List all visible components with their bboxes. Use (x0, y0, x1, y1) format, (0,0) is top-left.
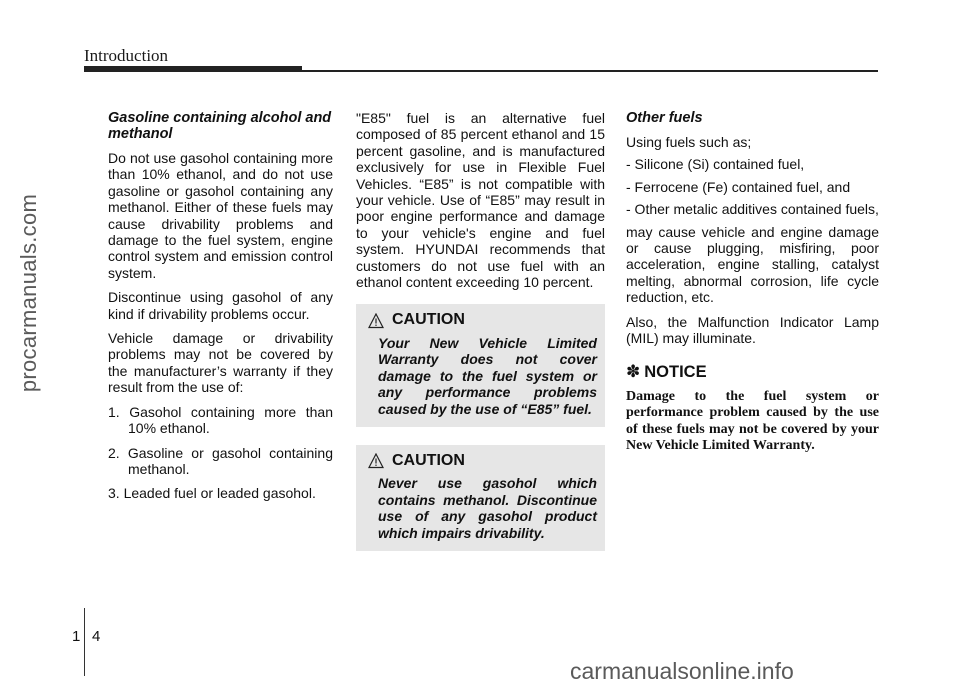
notice-star-icon: ✽ (626, 362, 641, 382)
list-item: - Ferrocene (Fe) contained fuel, and (626, 178, 851, 195)
notice-label: NOTICE (644, 363, 707, 382)
caution-box-e85 (356, 304, 605, 426)
caution-header (368, 453, 597, 469)
section-heading-other-fuels: Other fuels (626, 110, 703, 126)
list-item: - Other metalic additives contained fuels, (626, 201, 879, 218)
section-heading-alcohol-methanol: Gasoline containing alcohol and methanol (108, 110, 332, 142)
caution-text: Never use gasohol which contains methanol. Discontinue use of any gasohol product which impairs drivability. (378, 475, 597, 541)
notice-header (626, 364, 879, 380)
list-item: 1. Gasohol containing more than 10% ethanol. (108, 403, 333, 437)
paragraph: may cause vehicle and engine damage or cause plugging, misfiring, poor acceleration, engine stalling, catalyst melting, abnormal corrosion, life cycle reduction, etc. (626, 223, 879, 306)
paragraph: Discontinue using gasohol of any kind if drivability problems occur. (108, 289, 333, 322)
caution-box-methanol (356, 445, 605, 551)
paragraph: Also, the Malfunction Indicator Lamp (MIL) may illuminate. (626, 313, 879, 347)
notice-text: Damage to the fuel system or performance problem caused by the use of these fuels may not be covered by your New Vehicle Limited Warranty. (626, 388, 879, 454)
side-watermark: procarmanuals.com (16, 193, 41, 393)
list-item: 3. Leaded fuel or leaded gasohol. (108, 485, 316, 502)
caution-header (368, 312, 597, 328)
list-item: 2. Gasoline or gasohol containing methanol. (108, 444, 333, 477)
caution-text: Your New Vehicle Limited Warranty does not cover damage to the fuel system or any performance problems caused by the use of “E85” fuel. (378, 334, 597, 417)
warning-triangle-icon (368, 453, 384, 469)
caution-label: CAUTION (392, 311, 465, 329)
warning-triangle-icon (368, 313, 384, 329)
list-item: - Silicone (Si) contained fuel, (626, 156, 805, 173)
page-number: 4 (92, 628, 101, 645)
paragraph-e85: "E85" fuel is an alternative fuel composed of 85 percent ethanol and 15 percent gasoline, and is manufactured exclusively for use in Flexible Fuel Vehicles. “E85” is not compatible with your vehicle. Use of “E85” may result in poor engine performance and damage to your vehicle's engine and fuel system. HYUNDAI recommends that customers do not use fuel with an ethanol content exceeding 10 percent. (356, 110, 605, 291)
column-left (108, 110, 333, 510)
chapter-number: 1 (72, 628, 81, 645)
paragraph: Using fuels such as; (626, 134, 752, 150)
header-rule-thin (302, 70, 878, 72)
column-middle (356, 110, 605, 551)
footer-divider (84, 608, 85, 676)
page-header-title: Introduction (84, 46, 169, 65)
bottom-watermark: carmanualsonline.info (570, 658, 794, 684)
paragraph: Do not use gasohol containing more than 10% ethanol, and do not use gasoline or gasohol containing any methanol. Either of these fuels may cause drivability problems and damage to the fuel system, engine control system and emission control system. (108, 150, 333, 281)
paragraph: Vehicle damage or drivability problems may not be covered by the manufacturer’s warranty if they result from the use of: (108, 330, 333, 396)
caution-label: CAUTION (392, 451, 465, 469)
header-rule-thick (84, 66, 302, 72)
column-right (626, 110, 879, 455)
